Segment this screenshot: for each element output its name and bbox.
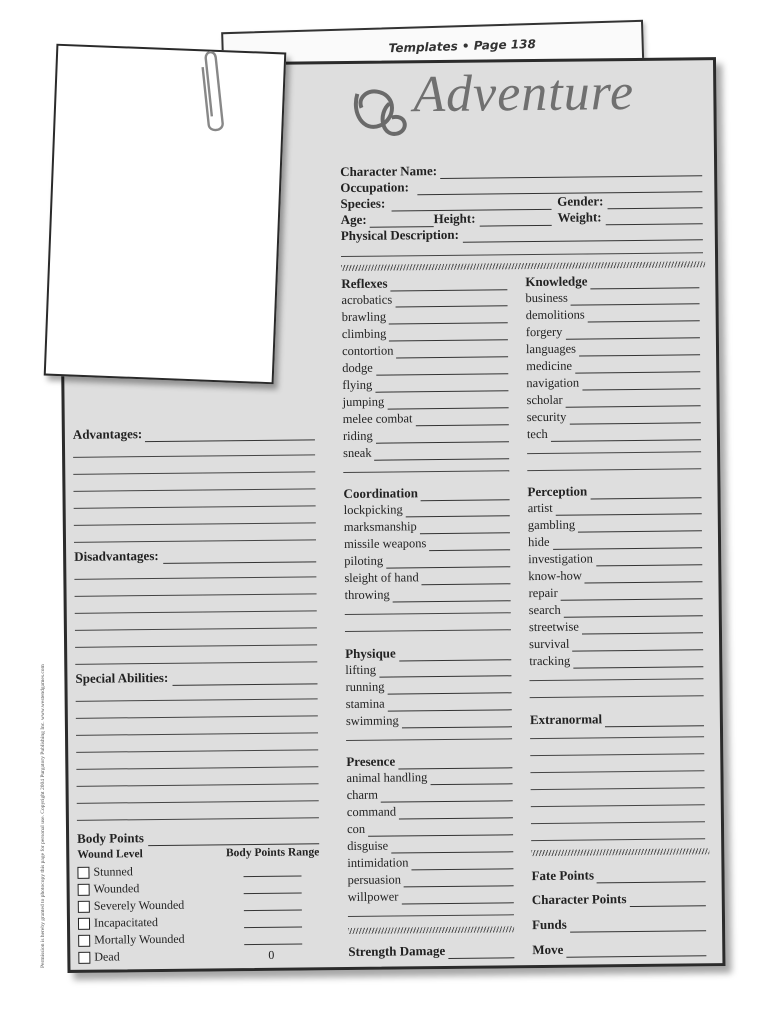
skill-missile-weapons[interactable]: missile weapons bbox=[344, 535, 510, 552]
skill-blank-line[interactable] bbox=[527, 468, 701, 471]
skill-sleight-of-hand[interactable]: sleight of hand bbox=[344, 569, 510, 586]
fate-points-field[interactable]: Fate Points bbox=[531, 866, 705, 884]
body-points-field[interactable]: Body Points bbox=[77, 828, 319, 847]
special-abilities-line[interactable] bbox=[76, 715, 318, 719]
skill-blank-line[interactable] bbox=[529, 678, 703, 681]
advantages-line[interactable] bbox=[74, 539, 316, 543]
coordination-attribute[interactable]: Coordination bbox=[343, 484, 509, 502]
wound-row-severely-wounded[interactable]: Severely Wounded bbox=[78, 896, 320, 914]
disadvantages-line[interactable] bbox=[75, 593, 317, 597]
wound-row-stunned[interactable]: Stunned bbox=[77, 862, 319, 880]
skill-sneak[interactable]: sneak bbox=[343, 444, 509, 461]
extranormal-line[interactable] bbox=[530, 770, 704, 773]
skill-tracking[interactable]: tracking bbox=[529, 652, 703, 669]
skill-forgery[interactable]: forgery bbox=[526, 323, 700, 340]
special-abilities-line[interactable] bbox=[77, 817, 319, 821]
wound-row-dead[interactable]: Dead 0 bbox=[78, 947, 320, 965]
skill-lifting[interactable]: lifting bbox=[345, 661, 511, 678]
skill-tech[interactable]: tech bbox=[527, 425, 701, 442]
skill-streetwise[interactable]: streetwise bbox=[529, 618, 703, 635]
disadvantages-line[interactable] bbox=[74, 576, 316, 580]
advantages-line[interactable] bbox=[73, 488, 315, 492]
wound-row-incapacitated[interactable]: Incapacitated bbox=[78, 913, 320, 931]
advantages-line[interactable] bbox=[74, 505, 316, 509]
skill-search[interactable]: search bbox=[529, 601, 703, 618]
disadvantages-line[interactable] bbox=[75, 644, 317, 648]
skill-languages[interactable]: languages bbox=[526, 340, 700, 357]
age-height-weight-field[interactable]: Age: Height: Weight: bbox=[341, 208, 703, 228]
physique-attribute[interactable]: Physique bbox=[345, 644, 511, 662]
wound-row-mortally-wounded[interactable]: Mortally Wounded bbox=[78, 930, 320, 948]
skill-blank-line[interactable] bbox=[345, 612, 511, 615]
perception-attribute[interactable]: Perception bbox=[527, 482, 701, 500]
skill-survival[interactable]: survival bbox=[529, 635, 703, 652]
species-gender-field[interactable]: Species: Gender: bbox=[340, 192, 702, 212]
extranormal-line[interactable] bbox=[530, 736, 704, 739]
skill-charm[interactable]: charm bbox=[347, 786, 513, 803]
advantages-field[interactable]: Advantages: bbox=[73, 424, 315, 443]
skill-persuasion[interactable]: persuasion bbox=[347, 871, 513, 888]
skill-blank-line[interactable] bbox=[530, 695, 704, 698]
skill-throwing[interactable]: throwing bbox=[345, 586, 511, 603]
separator bbox=[341, 261, 705, 271]
skill-lockpicking[interactable]: lockpicking bbox=[344, 501, 510, 518]
skill-climbing[interactable]: climbing bbox=[342, 325, 508, 342]
special-abilities-line[interactable] bbox=[76, 698, 318, 702]
advantages-line[interactable] bbox=[74, 522, 316, 526]
skill-scholar[interactable]: scholar bbox=[526, 391, 700, 408]
skill-security[interactable]: security bbox=[527, 408, 701, 425]
skill-flying[interactable]: flying bbox=[342, 376, 508, 393]
skill-acrobatics[interactable]: acrobatics bbox=[341, 291, 507, 308]
skill-marksmanship[interactable]: marksmanship bbox=[344, 518, 510, 535]
wound-header: Wound Level Body Points Range bbox=[77, 846, 320, 861]
skill-navigation[interactable]: navigation bbox=[526, 374, 700, 391]
special-abilities-line[interactable] bbox=[76, 732, 318, 736]
special-abilities-line[interactable] bbox=[77, 800, 319, 804]
description-line[interactable] bbox=[341, 252, 703, 257]
special-abilities-line[interactable] bbox=[77, 783, 319, 787]
disadvantages-line[interactable] bbox=[75, 661, 317, 665]
skill-blank-line[interactable] bbox=[343, 470, 509, 473]
skill-business[interactable]: business bbox=[525, 289, 699, 306]
skill-repair[interactable]: repair bbox=[528, 584, 702, 601]
character-photo-slot[interactable] bbox=[44, 44, 287, 385]
skill-gambling[interactable]: gambling bbox=[528, 516, 702, 533]
separator bbox=[348, 926, 514, 934]
character-points-field[interactable]: Character Points bbox=[532, 890, 706, 908]
knowledge-attribute[interactable]: Knowledge bbox=[525, 272, 699, 290]
wounded-checkbox[interactable] bbox=[78, 883, 90, 895]
skill-con[interactable]: con bbox=[347, 820, 513, 837]
disadvantages-field[interactable]: Disadvantages: bbox=[74, 546, 316, 565]
special-abilities-line[interactable] bbox=[76, 766, 318, 770]
sheet-title: Adventure bbox=[413, 63, 635, 124]
skill-running[interactable]: running bbox=[345, 678, 511, 695]
stunned-checkbox[interactable] bbox=[77, 866, 89, 878]
special-abilities-field[interactable]: Special Abilities: bbox=[75, 668, 317, 687]
extranormal-line[interactable] bbox=[531, 804, 705, 807]
skill-medicine[interactable]: medicine bbox=[526, 357, 700, 374]
wound-row-wounded[interactable]: Wounded bbox=[78, 879, 320, 897]
extranormal-attribute[interactable]: Extranormal bbox=[530, 710, 704, 728]
funds-field[interactable]: Funds bbox=[532, 915, 706, 933]
skill-animal-handling[interactable]: animal handling bbox=[346, 769, 512, 786]
extranormal-line[interactable] bbox=[530, 753, 704, 756]
skill-blank-line[interactable] bbox=[527, 451, 701, 454]
skill-know-how[interactable]: know-how bbox=[528, 567, 702, 584]
skill-swimming[interactable]: swimming bbox=[346, 712, 512, 729]
extranormal-line[interactable] bbox=[531, 787, 705, 790]
character-name-field[interactable]: Character Name: bbox=[340, 160, 702, 180]
page-reference: Templates • Page 138 bbox=[388, 36, 537, 56]
advantages-line[interactable] bbox=[73, 471, 315, 475]
skill-stamina[interactable]: stamina bbox=[346, 695, 512, 712]
mortally-wounded-checkbox[interactable] bbox=[78, 934, 90, 946]
occupation-field[interactable]: Occupation: bbox=[340, 176, 702, 196]
skill-investigation[interactable]: investigation bbox=[528, 550, 702, 567]
severely-wounded-checkbox[interactable] bbox=[78, 900, 90, 912]
disadvantages-line[interactable] bbox=[75, 627, 317, 631]
skill-disguise[interactable]: disguise bbox=[347, 837, 513, 854]
skill-melee-combat[interactable]: melee combat bbox=[343, 410, 509, 427]
disadvantages-line[interactable] bbox=[75, 610, 317, 614]
physical-description-field[interactable]: Physical Description: bbox=[341, 224, 703, 244]
skill-intimidation[interactable]: intimidation bbox=[347, 854, 513, 871]
d6-logo-icon bbox=[343, 73, 418, 144]
skill-blank-line[interactable] bbox=[345, 629, 511, 632]
copyright-notice: Permission is hereby granted to photocopy this page for personal use. Copyright 2004 Purgatory Publishing Inc. www.westendgames.com bbox=[40, 664, 46, 968]
strength-damage-field[interactable]: Strength Damage bbox=[348, 942, 514, 960]
skill-jumping[interactable]: jumping bbox=[342, 393, 508, 410]
advantages-line[interactable] bbox=[73, 454, 315, 458]
separator bbox=[531, 848, 709, 856]
skill-dodge[interactable]: dodge bbox=[342, 359, 508, 376]
skill-willpower[interactable]: willpower bbox=[348, 888, 514, 905]
reflexes-attribute[interactable]: Reflexes bbox=[341, 274, 507, 292]
special-abilities-line[interactable] bbox=[76, 749, 318, 753]
skill-piloting[interactable]: piloting bbox=[344, 552, 510, 569]
skill-riding[interactable]: riding bbox=[343, 427, 509, 444]
skill-blank-line[interactable] bbox=[346, 738, 512, 741]
skill-command[interactable]: command bbox=[347, 803, 513, 820]
presence-attribute[interactable]: Presence bbox=[346, 752, 512, 770]
incapacitated-checkbox[interactable] bbox=[78, 917, 90, 929]
extranormal-line[interactable] bbox=[531, 821, 705, 824]
dead-checkbox[interactable] bbox=[78, 951, 90, 963]
skill-artist[interactable]: artist bbox=[528, 499, 702, 516]
skill-brawling[interactable]: brawling bbox=[342, 308, 508, 325]
skill-blank-line[interactable] bbox=[348, 914, 514, 917]
extranormal-line[interactable] bbox=[531, 838, 705, 841]
move-field[interactable]: Move bbox=[532, 940, 706, 958]
skill-hide[interactable]: hide bbox=[528, 533, 702, 550]
skill-contortion[interactable]: contortion bbox=[342, 342, 508, 359]
skill-demolitions[interactable]: demolitions bbox=[526, 306, 700, 323]
